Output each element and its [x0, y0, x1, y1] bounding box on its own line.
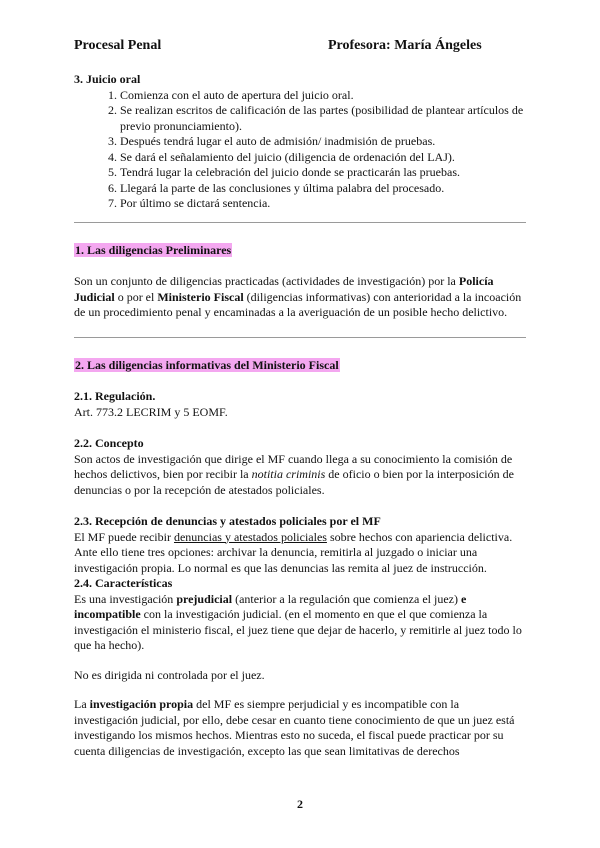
page-header — [74, 38, 526, 58]
regulacion-title: 2.1. Regulación. — [74, 389, 156, 403]
text-run: sobre hechos con apariencia delictiva. Ante ello tiene tres opciones: archivar la denuncia, remitirla al juzgado o iniciar una investigación propia. Lo normal es que las denuncias las remita al juez de instrucción. — [74, 529, 513, 575]
section-preliminares-title: 1. Las diligencias Preliminares — [75, 242, 232, 257]
section-informativas-heading — [74, 358, 526, 374]
caracteristicas-title: 2.4. Características — [74, 576, 173, 590]
text-run: Es una investigación — [74, 591, 177, 606]
concepto-paragraph — [74, 452, 526, 499]
page-number: 2 — [297, 797, 303, 811]
section-juicio-oral-title: 3. Juicio oral — [74, 72, 141, 86]
text-run: (diligencias informativas) con anterioridad a la incoación de un procedimiento penal y encaminadas a la averiguación de un posible hecho delictivo. — [74, 289, 522, 319]
investigacion-propia-paragraph — [74, 697, 526, 759]
italic-notitia-criminis: notitia criminis — [251, 467, 326, 481]
section-preliminares-heading — [74, 243, 526, 259]
text-run: El MF puede recibir — [74, 529, 174, 544]
juicio-oral-list — [74, 88, 526, 212]
text-run: con la investigación judicial. (en el momento en que el que comienza la investigación el ministerio fiscal, el juez tiene que dejar de hacerlo, y remitirle al juez todo lo que ha hecho). — [74, 607, 522, 652]
page-content — [74, 72, 526, 759]
list-item: 6. Llegará la parte de las conclusiones y última palabra del procesado. — [120, 181, 526, 197]
text-run: La — [74, 697, 90, 711]
course-title: Procesal Penal — [74, 38, 162, 53]
bold-ministerio-fiscal: Ministerio Fiscal — [157, 289, 244, 304]
recepcion-paragraph — [74, 530, 526, 577]
caracteristicas-paragraph — [74, 592, 526, 654]
list-item: 4. Se dará el señalamiento del juicio (diligencia de ordenación del LAJ). — [120, 150, 526, 166]
text-run: de oficio o bien por la interposición de denuncias o por la recepción de atestados policiales. — [74, 467, 514, 497]
professor-name: Profesora: María Ángeles — [328, 38, 482, 53]
text-run: (anterior a la regulación que comienza el juez) — [232, 591, 461, 606]
text-run: o por el — [114, 289, 158, 304]
preliminares-paragraph — [74, 274, 526, 321]
section-informativas-title: 2. Las diligencias informativas del Ministerio Fiscal — [75, 357, 339, 372]
regulacion-text: Art. 773.2 LECRIM y 5 EOMF. — [74, 404, 228, 419]
concepto-title: 2.2. Concepto — [74, 436, 144, 450]
list-item: 3. Después tendrá lugar el auto de admisión/ inadmisión de pruebas. — [120, 134, 526, 150]
list-item: 7. Por último se dictará sentencia. — [120, 196, 526, 212]
bold-policia-judicial: Policía Judicial — [74, 274, 494, 304]
recepcion-title: 2.3. Recepción de denuncias y atestados policiales por el MF — [74, 514, 381, 528]
text-run: Son un conjunto de diligencias practicadas (actividades de investigación) por la — [74, 274, 459, 288]
bold-prejudicial: prejudicial — [176, 591, 233, 606]
underlined-denuncias: denuncias y atestados policiales — [173, 529, 327, 544]
list-item: 1. Comienza con el auto de apertura del juicio oral. — [120, 88, 526, 104]
list-item: 5. Tendrá lugar la celebración del juicio donde se practicarán las pruebas. — [120, 165, 526, 181]
bold-incompatible: e incompatible — [74, 591, 467, 621]
bold-investigacion-propia: investigación propia — [89, 697, 194, 711]
divider — [74, 337, 526, 338]
text-run: del MF es siempre perjudicial y es incompatible con la investigación judicial, por ello, debe cesar en cuanto tiene conocimiento de que un juez está investigando los mismos hechos. Mientras esto no suceda, el fiscal puede practicar por su cuenta diligencias de investigación, excepto las que sean limitativas de derechos — [74, 697, 515, 758]
divider — [74, 222, 526, 223]
list-item: 2. Se realizan escritos de calificación de las partes (posibilidad de plantear artículos de previo pronunciamiento). — [120, 103, 526, 134]
no-dirigida-paragraph: No es dirigida ni controlada por el juez. — [74, 667, 265, 682]
text-run: Son actos de investigación que dirige el MF cuando llega a su conocimiento la comisión de hechos delictivos, bien por recibir la — [74, 451, 513, 481]
